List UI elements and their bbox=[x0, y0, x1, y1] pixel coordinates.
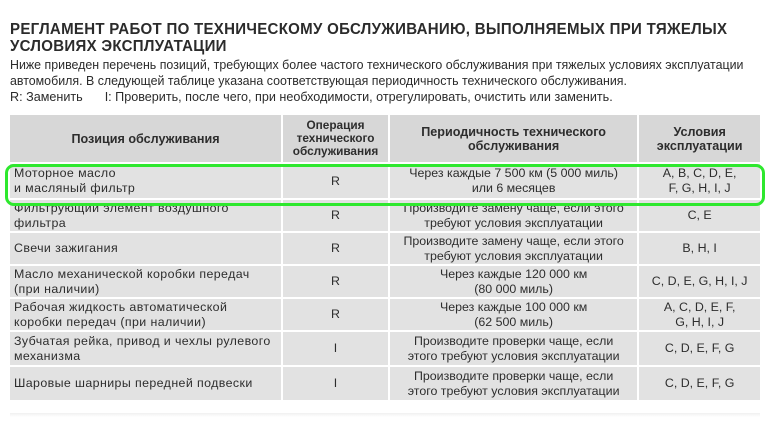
title-line-1: РЕГЛАМЕНТ РАБОТ ПО ТЕХНИЧЕСКОМУ ОБСЛУЖИВАНИЮ, ВЫПОЛНЯЕМЫХ ПРИ ТЯЖЕЛЫХ bbox=[10, 21, 728, 38]
intro-paragraph: Ниже приведен перечень позиций, требующих более частого технического обслуживания при тяжелых условиях эксплуатации автомобиля. В следующей таблице указана соответствующая периодичность технического обслуживания. bbox=[10, 58, 744, 88]
cell-operation: R bbox=[283, 164, 390, 200]
cell-position: Рабочая жидкость автоматической коробки передач (при наличии) bbox=[10, 299, 283, 332]
cell-operation: I bbox=[283, 367, 390, 400]
cell-operation: R bbox=[283, 266, 390, 299]
cell-position: Масло механической коробки передач (при наличии) bbox=[10, 266, 283, 299]
legend-inspect: I: Проверить, после чего, при необходимости, отрегулировать, очистить или заменить. bbox=[104, 90, 613, 104]
maintenance-table bbox=[10, 115, 760, 400]
cell-conditions: A, B, C, D, E, F, G, H, I, J bbox=[639, 164, 760, 200]
document-title bbox=[10, 21, 742, 55]
header-position: Позиция обслуживания bbox=[10, 115, 283, 164]
cell-period: Через каждые 120 000 км (80 000 миль) bbox=[390, 266, 639, 299]
legend bbox=[10, 89, 613, 105]
table-row bbox=[10, 266, 760, 299]
header-operation: Операция технического обслуживания bbox=[283, 115, 390, 164]
table-shadow bbox=[10, 413, 760, 417]
cell-operation: R bbox=[283, 233, 390, 266]
cell-period: Производите замену чаще, если этого требуют условия эксплуатации bbox=[390, 200, 639, 233]
table-row bbox=[10, 367, 760, 400]
table-row bbox=[10, 233, 760, 266]
cell-period: Через каждые 100 000 км (62 500 миль) bbox=[390, 299, 639, 332]
cell-operation: I bbox=[283, 332, 390, 367]
table-row bbox=[10, 200, 760, 233]
table-row bbox=[10, 332, 760, 367]
cell-period: Производите проверки чаще, если этого требуют условия эксплуатации bbox=[390, 367, 639, 400]
cell-operation: R bbox=[283, 200, 390, 233]
header-period: Периодичность технического обслуживания bbox=[390, 115, 639, 164]
cell-conditions: C, D, E, G, H, I, J bbox=[639, 266, 760, 299]
cell-conditions: C, D, E, F, G bbox=[639, 332, 760, 367]
legend-replace: R: Заменить bbox=[10, 90, 83, 104]
cell-position: Свечи зажигания bbox=[10, 233, 283, 266]
cell-position: Шаровые шарниры передней подвески bbox=[10, 367, 283, 400]
cell-conditions: C, D, E, F, G bbox=[639, 367, 760, 400]
cell-period: Через каждые 7 500 км (5 000 миль) или 6 месяцев bbox=[390, 164, 639, 200]
table-row bbox=[10, 164, 760, 200]
cell-conditions: B, H, I bbox=[639, 233, 760, 266]
cell-position: Фильтрующий элемент воздушного фильтра bbox=[10, 200, 283, 233]
cell-period: Производите проверки чаще, если этого требуют условия эксплуатации bbox=[390, 332, 639, 367]
cell-operation: R bbox=[283, 299, 390, 332]
header-conditions: Условия эксплуатации bbox=[639, 115, 760, 164]
cell-conditions: A, C, D, E, F, G, H, I, J bbox=[639, 299, 760, 332]
cell-position: Моторное масло и масляный фильтр bbox=[10, 164, 283, 200]
table-row bbox=[10, 299, 760, 332]
cell-position: Зубчатая рейка, привод и чехлы рулевого механизма bbox=[10, 332, 283, 367]
cell-period: Производите замену чаще, если этого требуют условия эксплуатации bbox=[390, 233, 639, 266]
title-line-2: УСЛОВИЯХ ЭКСПЛУАТАЦИИ bbox=[10, 38, 227, 55]
cell-conditions: C, E bbox=[639, 200, 760, 233]
table-header-row bbox=[10, 115, 760, 164]
